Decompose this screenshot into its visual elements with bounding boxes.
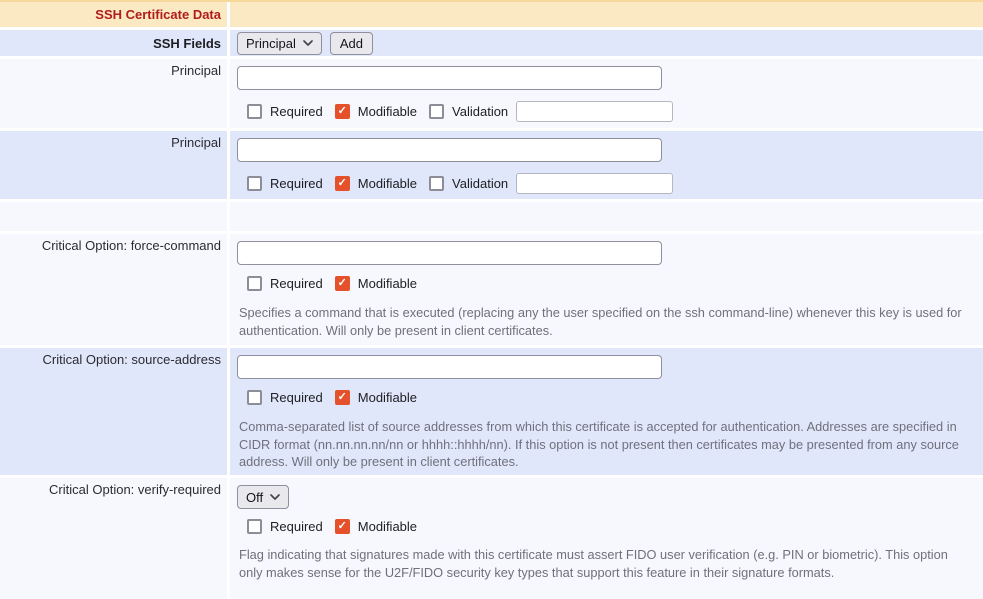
chevron-down-icon [303,40,313,46]
principal-input[interactable] [237,66,662,90]
source-address-row [0,348,983,475]
ssh-field-select-value: Principal [246,35,296,51]
required-checkbox[interactable] [247,519,262,534]
verify-required-content [230,478,983,599]
required-label: Required [270,390,323,405]
section-title: SSH Certificate Data [0,2,227,27]
modifiable-checkbox[interactable] [335,276,350,291]
verify-required-label: Critical Option: verify-required [0,478,227,599]
empty-content-cell [230,202,983,231]
validation-checkbox[interactable] [429,104,444,119]
section-header-spacer [230,2,983,27]
source-address-description: Comma-separated list of source addresses from which this certificate is accepted for authentication. Addresses are specified in CIDR format (nn.nn.nn.nn/nn or hhhh::hhhh/nn). If this option is not present then certificates may be presented from any source address. Will only be present in client certificates. [239,419,959,470]
required-label: Required [270,276,323,291]
required-checkbox[interactable] [247,390,262,405]
required-label: Required [270,519,323,534]
modifiable-label: Modifiable [357,276,418,291]
ssh-field-select[interactable] [237,32,322,55]
modifiable-label: Modifiable [357,390,418,405]
principal-label: Principal [0,131,227,199]
force-command-row [0,234,983,345]
required-checkbox[interactable] [247,176,262,191]
force-command-options-row [247,276,983,291]
verify-required-select-value: Off [246,489,264,505]
source-address-label: Critical Option: source-address [0,348,227,475]
section-header-row [0,0,983,27]
required-label: Required [270,104,323,119]
required-label: Required [270,176,323,191]
source-address-input[interactable] [237,355,662,379]
ssh-fields-controls [230,30,983,56]
modifiable-label: Modifiable [357,519,418,534]
source-address-options-row [247,390,983,405]
modifiable-checkbox[interactable] [335,104,350,119]
validation-label: Validation [452,104,509,119]
principal-field-content [230,59,983,128]
add-button[interactable]: Add [330,32,373,55]
modifiable-checkbox[interactable] [335,176,350,191]
validation-label: Validation [452,176,509,191]
principal-options-row [247,173,983,194]
modifiable-label: Modifiable [357,176,418,191]
force-command-input[interactable] [237,241,662,265]
verify-required-row [0,478,983,599]
empty-label-cell [0,202,227,231]
principal-field-row [0,59,983,128]
validation-checkbox[interactable] [429,176,444,191]
verify-required-select[interactable] [237,485,289,509]
modifiable-label: Modifiable [357,104,418,119]
force-command-label: Critical Option: force-command [0,234,227,345]
principal-field-content [230,131,983,199]
principal-input[interactable] [237,138,662,162]
force-command-content [230,234,983,345]
empty-row [0,202,983,231]
validation-input[interactable] [516,101,673,122]
validation-input[interactable] [516,173,673,194]
source-address-content [230,348,983,475]
required-checkbox[interactable] [247,104,262,119]
chevron-down-icon [270,494,280,500]
principal-options-row [247,101,983,122]
ssh-fields-row [0,30,983,56]
verify-required-description: Flag indicating that signatures made with this certificate must assert FIDO user verification (e.g. PIN or biometric). This option only makes sense for the U2F/FIDO security key types that support this feature in their signature formats. [239,547,948,580]
modifiable-checkbox[interactable] [335,390,350,405]
principal-label: Principal [0,59,227,128]
force-command-description: Specifies a command that is executed (replacing any the user specified on the ssh command-line) whenever this key is used for authentication. Will only be present in client certificates. [239,305,962,338]
verify-required-options-row [247,519,983,534]
principal-field-row [0,131,983,199]
modifiable-checkbox[interactable] [335,519,350,534]
ssh-fields-label: SSH Fields [0,30,227,56]
required-checkbox[interactable] [247,276,262,291]
